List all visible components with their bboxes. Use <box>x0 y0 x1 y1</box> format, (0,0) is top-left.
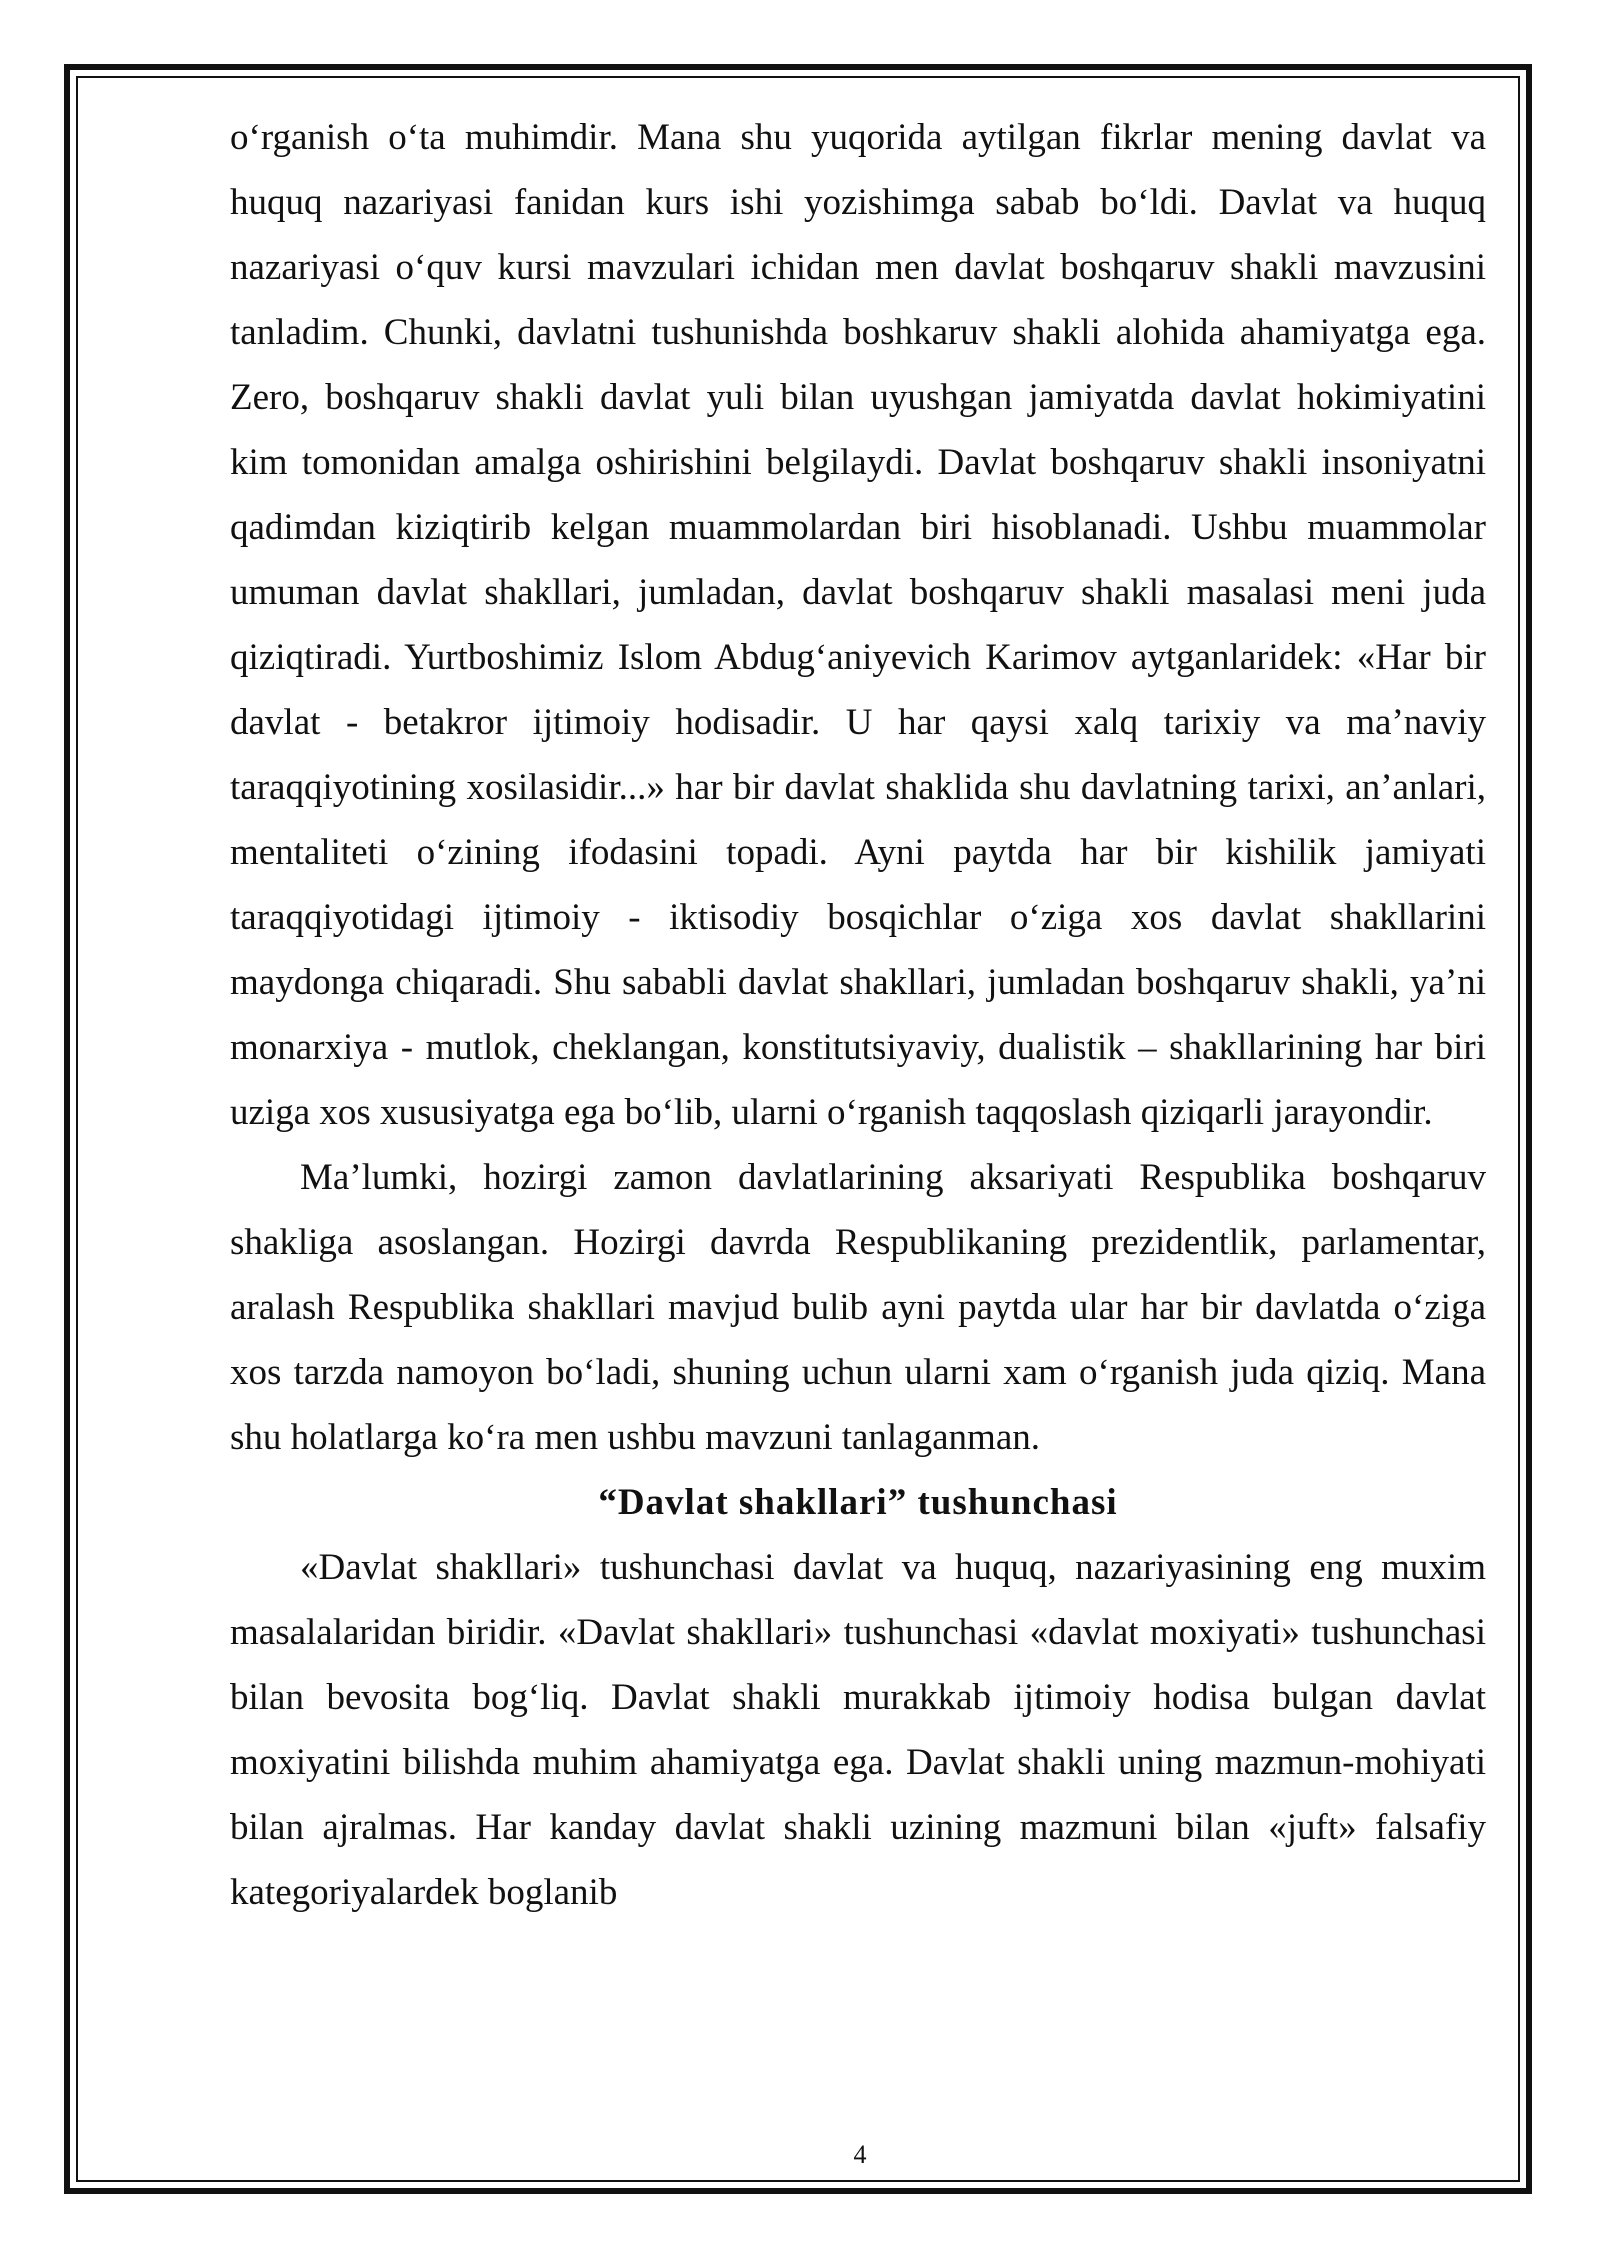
paragraph-republic: Ma’lumki, hozirgi zamon davlatlarining aksariyati Respublika boshqaruv shakliga asoslangan. Hozirgi davrda Respublikaning prezidentlik, parlamentar, aralash Respublika shakllari mavjud bulib ayni paytda ular har bir davlatda o‘ziga xos tarzda namoyon bo‘ladi, shuning uchun ularni xam o‘rganish juda qiziq. Mana shu holatlarga ko‘ra men ushbu mavzuni tanlaganman. <box>230 1157 1486 1458</box>
section-heading: “Davlat shakllari” tushunchasi <box>598 1482 1118 1523</box>
document-body <box>230 105 1486 1925</box>
paragraph-continuation: o‘rganish o‘ta muhimdir. Mana shu yuqorida aytilgan fikrlar mening davlat va huquq nazariyasi fanidan kurs ishi yozishimga sabab bo‘ldi. Davlat va huquq nazariyasi o‘quv kursi mavzulari ichidan men davlat boshqaruv shakli mavzusini tanladim. Chunki, davlatni tushunishda boshkaruv shakli alohida ahamiyatga ega. Zero, boshqaruv shakli davlat yuli bilan uyushgan jamiyatda davlat hokimiyatini kim tomonidan amalga oshirishini belgilaydi. Davlat boshqaruv shakli insoniyatni qadimdan kiziqtirib kelgan muammolardan biri hisoblanadi. Ushbu muammolar umuman davlat shakllari, jumladan, davlat boshqaruv shakli masalasi meni juda qiziqtiradi. Yurtboshimiz Islom Abdug‘aniyevich Karimov aytganlaridek: «Har bir davlat - betakror ijtimoiy hodisadir. U har qaysi xalq tarixiy va ma’naviy taraqqiyotining xosilasidir...» har bir davlat shaklida shu davlatning tarixi, an’anlari, mentaliteti o‘zining ifodasini topadi. Ayni paytda har bir kishilik jamiyati taraqqiyotidagi ijtimoiy - iktisodiy bosqichlar o‘ziga xos davlat shakllarini maydonga chiqaradi. Shu sababli davlat shakllari, jumladan boshqaruv shakli, ya’ni monarxiya - mutlok, cheklangan, konstitutsiyaviy, dualistik – shakllarining har biri uziga xos xususiyatga ega bo‘lib, ularni o‘rganish taqqoslash qiziqarli jarayondir. <box>230 117 1486 1133</box>
page-number: 4 <box>853 2140 867 2169</box>
paragraph-state-forms: «Davlat shakllari» tushunchasi davlat va huquq, nazariyasining eng muxim masalalaridan biridir. «Davlat shakllari» tushunchasi «davlat moxiyati» tushunchasi bilan bevosita bog‘liq. Davlat shakli murakkab ijtimoiy hodisa bulgan davlat moxiyatini bilishda muhim ahamiyatga ega. Davlat shakli uning mazmun-mohiyati bilan ajralmas. Har kanday davlat shakli uzining mazmuni bilan «juft» falsafiy kategoriyalardek boglanib <box>230 1547 1486 1913</box>
